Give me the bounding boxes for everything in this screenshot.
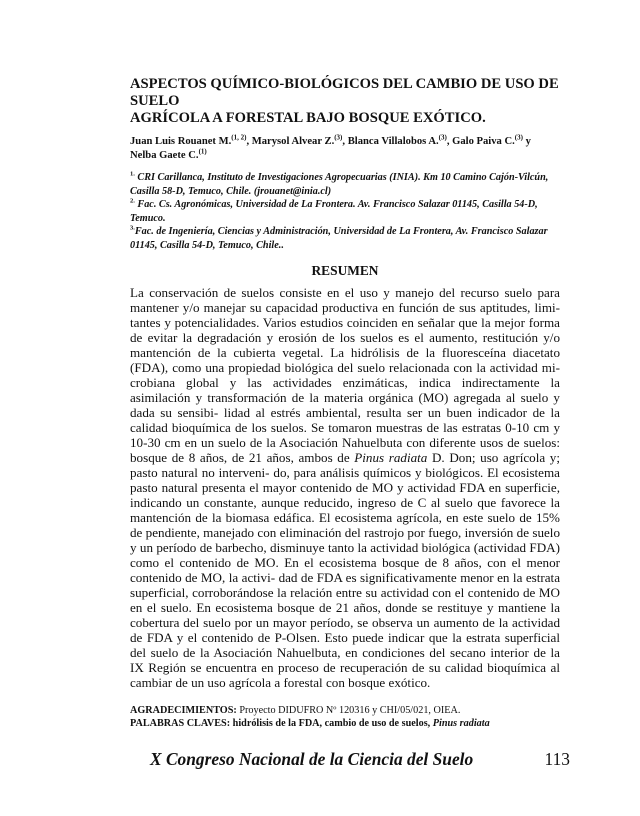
affiliation-line: 01145, Casilla 54-D, Temuco, Chile.. (130, 239, 284, 251)
abstract-text: D. Don; uso agrícola y; pasto natural no interveni- (130, 449, 560, 480)
author-name: Gaete C. (159, 150, 199, 161)
author-separator: y Nelba (130, 136, 531, 161)
abstract-line: eliminación del rastrojo por fuego, inversión de suelo y un período de barbecho, (130, 524, 560, 555)
abstract-line: mayor período, se observa un aumento de la actividad de FDA y el contenido de (130, 614, 560, 645)
abstract-line: aunque reducido, ingreso de C al suelo que favorece la mantención de la biomasa (130, 494, 560, 525)
acknowledgements (130, 704, 560, 717)
abstract-line: la Asociación Nahuelbuta con diferente usos de suelos: bosque de 8 años, de 21 (130, 434, 560, 465)
affiliation-line: Temuco. (130, 212, 166, 224)
abstract-line: mayor contenido de MO y actividad FDA en superficie, indicando un constante, (130, 479, 560, 510)
abstract-line: crobiana global y las actividades enzimáticas, indica indirectamente la asimilación (130, 374, 560, 405)
author-separator: , (246, 136, 252, 147)
affiliation-line: Fac. de Ingeniería, Ciencias y Administración, Universidad de La Frontera, Av. Francisco Salazar (134, 226, 548, 238)
abstract-line: (FDA), como una propiedad biológica del suelo relacionada con la actividad mi- (130, 359, 560, 375)
paper-title (130, 76, 560, 127)
abstract-line: de evitar la degradación y erosión de los suelos es el aumento, restitución y/o (130, 329, 560, 345)
author-affiliation-mark: (3) (514, 133, 523, 142)
abstract-line: forestal con bosque exótico. (283, 674, 431, 690)
title-line: ASPECTOS QUÍMICO-BIOLÓGICOS DEL CAMBIO DE USO DE SUELO (130, 76, 559, 109)
author-affiliation-mark: (1) (198, 147, 207, 156)
author-affiliation-mark: (3) (438, 133, 447, 142)
acknowledgements-text: Proyecto DIDUFRO Nº 120316 y CHI/05/021, OIEA. (236, 704, 461, 716)
abstract-line: la relación entre su actividad con el contenido de MO en el suelo. En ecosistema (130, 584, 560, 615)
abstract-line: mantención de la cubierta vegetal. La hidrólisis de la fluoresceína diacetato (130, 344, 560, 360)
abstract-line: lidad al estrés ambiental, resulta ser un buen indicador de la calidad bioquímica de (130, 404, 560, 435)
keywords-label: PALABRAS CLAVES: (130, 717, 231, 729)
affiliation (130, 225, 560, 252)
affiliation-list (130, 171, 560, 253)
abstract-body (130, 285, 560, 690)
page-footer (150, 748, 570, 770)
author-name: Galo Paiva C. (452, 136, 515, 147)
author-name: Juan Luis Rouanet M. (130, 136, 232, 147)
abstract-text: años, ambos de (266, 449, 355, 465)
affiliation (130, 198, 560, 225)
abstract-line: edáfica. El ecosistema agrícola, en este suelo de 15% de pendiente, manejado con (130, 509, 560, 540)
author-separator: , (342, 136, 348, 147)
abstract-heading: RESUMEN (311, 262, 379, 278)
abstract-line: mantener y/o manejar su capacidad productiva en función de sus aptitudes, limi- (130, 299, 560, 315)
author-affiliation-mark: (1, 2) (231, 133, 247, 142)
page-number: 113 (544, 748, 570, 769)
species-name: Pinus radiata (354, 449, 428, 465)
abstract-line: P-Olsen. Esto puede indicar que la estrata superficial del suelo de la Asociación (130, 629, 560, 660)
abstract-line: los suelos. Se tomaron muestras de las estratas 0-10 cm y 10-30 cm en un suelo de (130, 419, 560, 450)
abstract-line: disminuye tanto la actividad biológica (actividad FDA) como el contenido de (130, 539, 560, 570)
author-affiliation-mark: (3) (334, 133, 343, 142)
affiliation (130, 171, 560, 198)
affiliation-line: CRI Carillanca, Instituto de Investigaciones Agropecuarias (INIA). Km 10 Camino Cajón-Vilcún, (137, 172, 549, 183)
keywords-italic: Pinus radiata (432, 717, 490, 729)
author-list (130, 135, 560, 163)
affiliation-mark: 3. (130, 224, 135, 232)
abstract-line: y transformación de la materia orgánica (MO) agregada al suelo y dada su sensibi- (130, 389, 560, 420)
affiliation-mark: 1. (130, 170, 135, 178)
back-matter (130, 704, 560, 730)
author-name: Marysol Alvear Z. (251, 136, 335, 147)
affiliation-mark: 2. (130, 197, 135, 205)
author-separator: , (446, 136, 453, 147)
conference-name: X Congreso Nacional de la Ciencia del Suelo (150, 748, 474, 769)
abstract-line: tantes y potencialidades. Varios estudios coinciden en señalar que la mejor forma (130, 314, 560, 330)
affiliation-line: Fac. Cs. Agronómicas, Universidad de La Frontera. Av. Francisco Salazar 01145, Casilla 54-D, (137, 199, 538, 211)
affiliation-line: Casilla 58-D, Temuco, Chile. (jrouanet@inia.cl) (130, 185, 332, 197)
abstract-line: MO. En el ecosistema bosque de 8 años, con el menor contenido de MO, la activi- (130, 554, 560, 585)
abstract-line: La conservación de suelos consiste en el uso y manejo del recurso suelo para (130, 284, 560, 300)
abstract-line: dad de FDA es significativamente menor en la estrata superficial, corroborándose (130, 569, 561, 600)
abstract-line: proceso de recuperación de su calidad bioquímica al cambiar de un uso agrícola a (130, 659, 560, 690)
abstract-line: bosque de 21 años, donde se restituye y mantiene la cobertura del suelo por un (130, 599, 561, 630)
abstract-line: Nahuelbuta, en condiciones del secano interior de la IX Región se encuentra en (130, 644, 560, 675)
abstract-line: do, para análisis químicos y biológicos. El ecosistema pasto natural presenta el (130, 464, 560, 495)
acknowledgements-label: AGRADECIMIENTOS: (130, 704, 237, 716)
text-column (130, 76, 560, 730)
title-line: AGRÍCOLA A FORESTAL BAJO BOSQUE EXÓTICO. (130, 110, 486, 126)
keywords (130, 717, 560, 730)
keywords-text: hidrólisis de la FDA, cambio de uso de suelos, (230, 717, 433, 729)
author-name: Blanca Villalobos A. (347, 136, 439, 147)
